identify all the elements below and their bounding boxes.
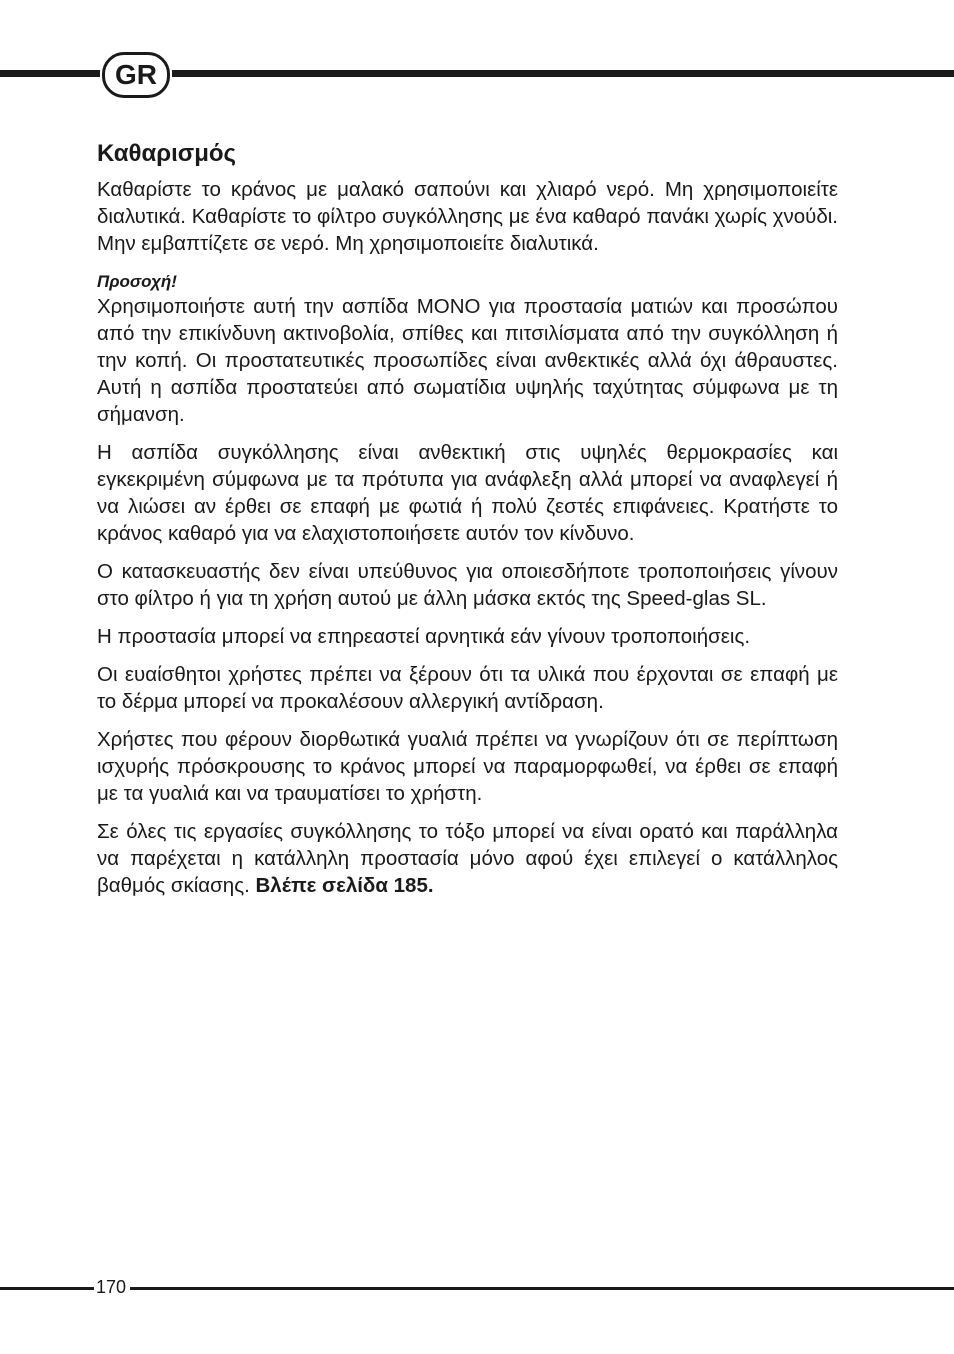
paragraph-corrective-glasses: Χρήστες που φέρουν διορθωτικά γυαλιά πρέπει να γνωρίζουν ότι σε περίπτωση ισχυρής πρόσκρουσης το κράνος μπορεί να παραμορφωθεί, να έρθει σε επαφή με τα γυαλιά και να τραυματίσει το χρήστη. [97,728,838,805]
paragraph-allergy: Οι ευαίσθητοι χρήστες πρέπει να ξέρουν ότι τα υλικά που έρχονται σε επαφή με το δέρμα μπορεί να προκαλέσουν αλλεργική αντίδραση. [97,663,838,713]
page-reference: Βλέπε σελίδα 185. [255,874,434,897]
section-title: Καθαρισμός [97,140,237,167]
caution-paragraph: Χρησιμοποιήστε αυτή την ασπίδα ΜΟΝΟ για προστασία ματιών και προσώπου από την επικίνδυνη ακτινοβολία, σπίθες και πιτσιλίσματα από την συγκόλληση ή την κοπή. Οι προστατευτικές προσωπίδες είναι ανθεκτικές αλλά όχι άθραυστες. Αυτή η ασπίδα προστατεύει από σωματίδια υψηλής ταχύτητας σύμφωνα με τη σήμανση. [97,295,838,426]
language-badge: GR [102,52,170,98]
header-rule-left [0,70,100,77]
footer-rule-right [130,1287,954,1290]
page-content [97,138,838,910]
paragraph-modifications: Η προστασία μπορεί να επηρεαστεί αρνητικά εάν γίνουν τροποποιήσεις. [97,625,751,648]
paragraph-shade-selection [97,818,838,899]
paragraph-heat-resistance: Η ασπίδα συγκόλλησης είναι ανθεκτική στις υψηλές θερμοκρασίες και εγκεκριμένη σύμφωνα με τα πρότυπα για ανάφλεξη αλλά μπορεί να αναφλεγεί ή να λιώσει αν έρθει σε επαφή με φωτιά ή πολύ ζεστές επιφάνειες. Κρατήστε το κράνος καθαρό για να ελαχιστοποιήσετε αυτόν τον κίνδυνο. [97,441,838,545]
header-rule-right [172,70,954,77]
footer-rule-left [0,1287,94,1290]
intro-paragraph: Καθαρίστε το κράνος με μαλακό σαπούνι και χλιαρό νερό. Μη χρησιμοποιείτε διαλυτικά. Καθαρίστε το φίλτρο συγκόλλησης με ένα καθαρό πανάκι χωρίς χνούδι. Μην εμβαπτίζετε σε νερό. Μη χρησιμοποιείτε διαλυτικά. [97,178,838,255]
page-number: 170 [96,1277,127,1297]
paragraph-manufacturer-liability: Ο κατασκευαστής δεν είναι υπεύθυνος για οποιεσδήποτε τροποποιήσεις γίνουν στο φίλτρο ή για τη χρήση αυτού με άλλη μάσκα εκτός της Speed-glas SL. [97,560,838,610]
shade-selection-text: Σε όλες τις εργασίες συγκόλλησης το τόξο μπορεί να είναι ορατό και παράλληλα να παρέχεται η κατάλληλη προστασία μόνο αφού έχει επιλεγεί ο κατάλληλος βαθμός σκίασης. [97,820,838,897]
caution-title: Προσοχή! [97,272,177,291]
